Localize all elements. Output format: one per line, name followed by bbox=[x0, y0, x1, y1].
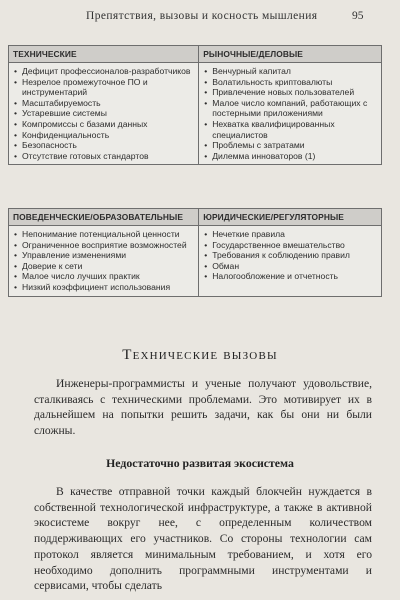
list-item: • Малое число компаний, работающих с постерными приложениями bbox=[203, 98, 377, 119]
list-item: • Нечеткие правила bbox=[203, 229, 377, 240]
list-item: • Незрелое промежуточное ПО и инструментарий bbox=[13, 77, 194, 98]
behavioral-educational-cell bbox=[9, 226, 199, 297]
list-item: • Непонимание потенциальной ценности bbox=[13, 229, 194, 240]
list-item: • Безопасность bbox=[13, 140, 194, 151]
list-item: • Проблемы с затратами bbox=[203, 140, 377, 151]
list-item: • Привлечение новых пользователей bbox=[203, 87, 377, 98]
list-item: • Устаревшие системы bbox=[13, 108, 194, 119]
barriers-table-behavioral-legal bbox=[8, 208, 382, 297]
list-item: • Конфиденциальность bbox=[13, 130, 194, 141]
list-item: • Доверие к сети bbox=[13, 261, 194, 272]
behavioral-educational-list bbox=[13, 229, 194, 293]
legal-regulatory-cell bbox=[199, 226, 382, 297]
column-header-behavioral-educational: ПОВЕДЕНЧЕСКИЕ/ОБРАЗОВАТЕЛЬНЫЕ bbox=[9, 209, 199, 226]
list-item: • Компромиссы с базами данных bbox=[13, 119, 194, 130]
list-item: • Малое число лучших практик bbox=[13, 271, 194, 282]
list-item: • Требования к соблюдению правил bbox=[203, 250, 377, 261]
table-header-row bbox=[9, 209, 382, 226]
column-header-legal-regulatory: ЮРИДИЧЕСКИЕ/РЕГУЛЯТОРНЫЕ bbox=[199, 209, 382, 226]
column-header-market-business: РЫНОЧНЫЕ/ДЕЛОВЫЕ bbox=[199, 46, 382, 63]
technical-cell bbox=[9, 63, 199, 165]
list-item: • Низкий коэффициент использования bbox=[13, 282, 194, 293]
column-header-technical: ТЕХНИЧЕСКИЕ bbox=[9, 46, 199, 63]
table-header-row bbox=[9, 46, 382, 63]
section-heading: Технические вызовы bbox=[122, 347, 278, 363]
running-header bbox=[0, 10, 400, 26]
list-item: • Дилемма инноваторов (1) bbox=[203, 151, 377, 162]
subsection-paragraph: В качестве отправной точки каждый блокчейн нуждается в собственной технологической инфраструктуре, а также в активной экосистеме вокруг нее, с определенным количеством поддерживающих его участников. Со стороны технологии сам протокол является минимальным требованием, и хотя его необходимо дополнить программными инструментами и сервисами, чтобы сделать bbox=[34, 485, 372, 593]
list-item: • Нехватка квалифицированных специалистов bbox=[203, 119, 377, 140]
technical-list bbox=[13, 66, 194, 161]
section-paragraph: Инженеры-программисты и ученые получают удовольствие, сталкиваясь с техническими проблемами. Это мотивирует их в дальнейшем на попытки решить задачи, как бы они ни были сложны. bbox=[34, 377, 372, 438]
list-item: • Налогообложение и отчетность bbox=[203, 271, 377, 282]
list-item: • Венчурный капитал bbox=[203, 66, 377, 77]
list-item: • Дефицит профессионалов-разработчиков bbox=[13, 66, 194, 77]
list-item: • Управление изменениями bbox=[13, 250, 194, 261]
list-item: • Ограниченное восприятие возможностей bbox=[13, 240, 194, 251]
subsection-heading: Недостаточно развитая экосистема bbox=[106, 456, 294, 470]
page-number: 95 bbox=[352, 10, 364, 22]
barriers-table-technical-market bbox=[8, 45, 382, 165]
list-item: • Отсутствие готовых стандартов bbox=[13, 151, 194, 162]
table-body-row bbox=[9, 226, 382, 297]
list-item: • Обман bbox=[203, 261, 377, 272]
list-item: • Государственное вмешательство bbox=[203, 240, 377, 251]
running-title: Препятствия, вызовы и косность мышления bbox=[86, 10, 318, 22]
list-item: • Волатильность криптовалюты bbox=[203, 77, 377, 88]
market-business-list bbox=[203, 66, 377, 161]
list-item: • Масштабируемость bbox=[13, 98, 194, 109]
table-body-row bbox=[9, 63, 382, 165]
legal-regulatory-list bbox=[203, 229, 377, 282]
market-business-cell bbox=[199, 63, 382, 165]
